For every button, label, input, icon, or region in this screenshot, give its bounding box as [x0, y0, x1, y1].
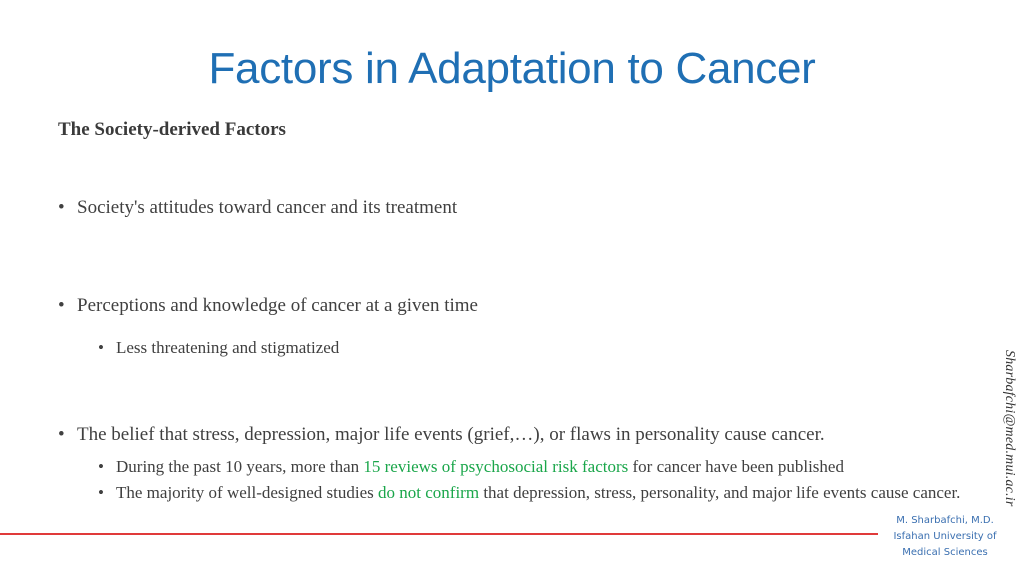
- bullet-text: Perceptions and knowledge of cancer at a given time: [77, 295, 478, 316]
- footer-divider-line: [0, 533, 878, 535]
- bullet-marker: •: [98, 483, 104, 502]
- bullet-text: Society's attitudes toward cancer and its treatment: [77, 197, 458, 218]
- highlight-do-not-confirm: do not confirm: [378, 483, 480, 502]
- bullet-marker: •: [98, 338, 104, 357]
- author-email-vertical: Sharbafchi@med.mui.ac.ir: [1002, 350, 1017, 507]
- subbullet-text-post: that depression, stress, personality, and major life events cause cancer.: [479, 483, 961, 502]
- bullet-marker: •: [58, 295, 65, 316]
- bullet-marker: •: [58, 424, 65, 445]
- subbullet-text-pre: The majority of well-designed studies: [116, 483, 379, 502]
- bullet-marker: •: [58, 197, 65, 218]
- bullet-stress-belief: [58, 424, 825, 446]
- bullet-marker: •: [98, 457, 104, 476]
- subbullet-text: Less threatening and stigmatized: [116, 338, 340, 357]
- bullet-perceptions: [58, 295, 478, 317]
- highlight-reviews: 15 reviews of psychosocial risk factors: [363, 457, 629, 476]
- section-subtitle: The Society-derived Factors: [58, 119, 286, 140]
- subbullet-studies: [98, 483, 978, 503]
- subbullet-reviews: [98, 457, 844, 477]
- footer-institution-line1: Isfahan University of: [893, 531, 997, 542]
- bullet-text: The belief that stress, depression, major life events (grief,…), or flaws in personality cause cancer.: [77, 424, 825, 445]
- subbullet-text-pre: During the past 10 years, more than: [116, 457, 364, 476]
- footer-author-name: M. Sharbafchi, M.D.: [896, 515, 994, 526]
- slide-title: Factors in Adaptation to Cancer: [208, 44, 816, 93]
- footer-institution-line2: Medical Sciences: [902, 547, 988, 558]
- footer-author-block: [880, 513, 1010, 561]
- subbullet-less-threatening: [98, 338, 339, 358]
- subbullet-text-post: for cancer have been published: [628, 457, 844, 476]
- bullet-society-attitudes: [58, 197, 457, 219]
